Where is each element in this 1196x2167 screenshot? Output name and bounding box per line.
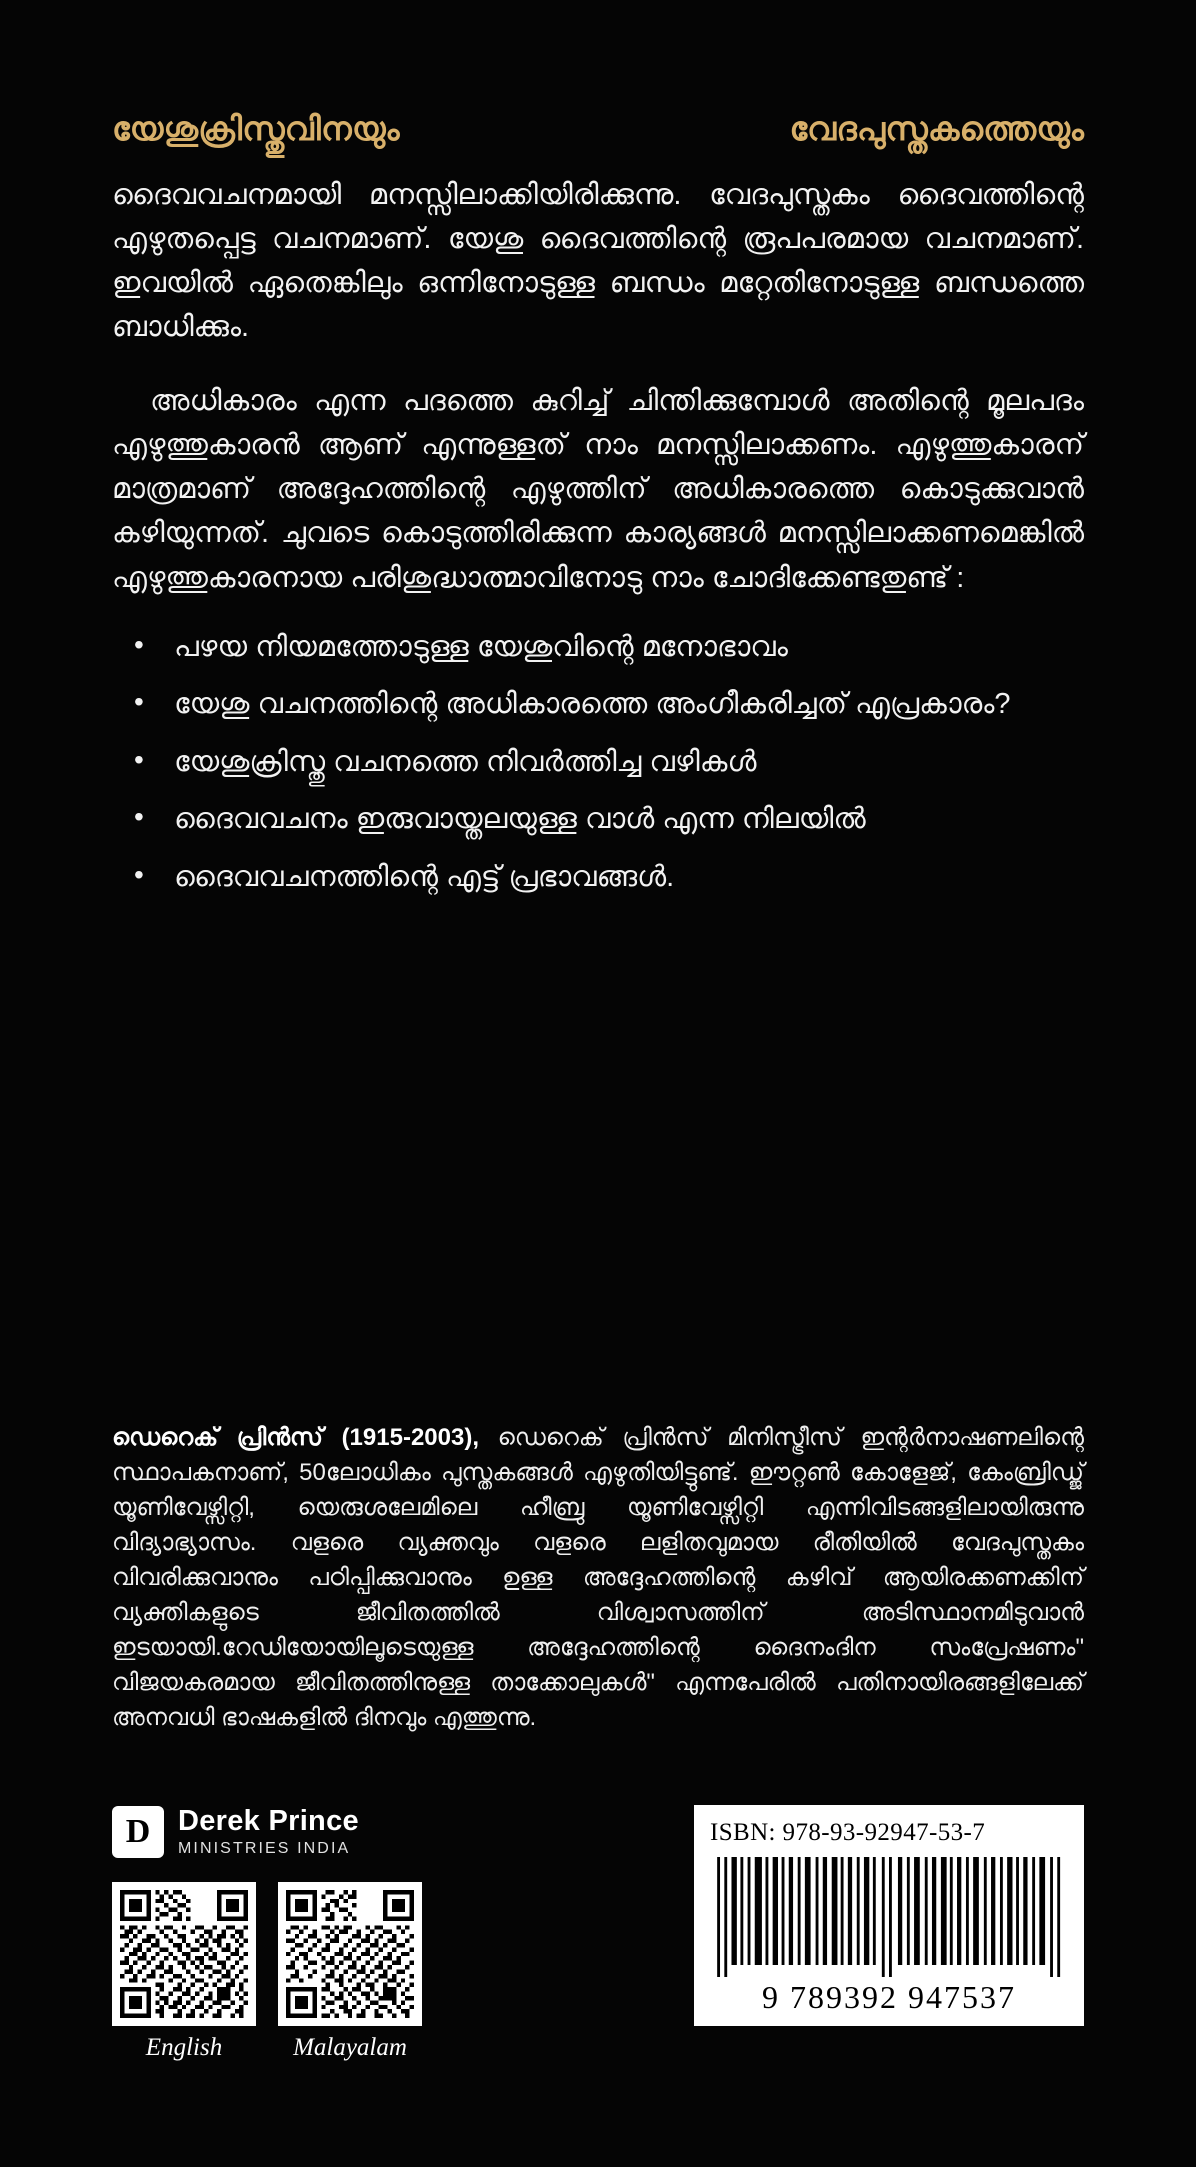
body-paragraph-2: അധികാരം എന്ന പദത്തെ കുറിച്ച് ചിന്തിക്കുമ്പോൾ അതിന്റെ മൂലപദം എഴുത്തുകാരൻ ആണ് എന്നുള്ളത് നാം മനസ്സിലാക്കണം. എഴുത്തുകാരന് മാത്രമാണ് അദ്ദേഹത്തിന്റെ എഴുത്തിന് അധികാരത്തെ കൊടുക്കുവാൻ കഴിയുന്നത്. ചുവടെ കൊടുത്തിരിക്കുന്ന കാര്യങ്ങൾ മനസ്സിലാക്കണമെങ്കിൽ എഴുത്തുകാരനായ പരിശുദ്ധാത്മാവിനോടു നാം ചോദിക്കേണ്ടതുണ്ട് : (112, 385, 1084, 594)
qr-code-malayalam[interactable] (278, 1882, 422, 2062)
footer-area (112, 1805, 1084, 2105)
qr-code-icon[interactable] (112, 1882, 256, 2026)
isbn-barcode-block (694, 1805, 1084, 2026)
author-name: ഡെറെക് പ്രിൻസ് (1915-2003), (112, 1424, 479, 1451)
author-bio-text: ഡെറെക് പ്രിൻസ് മിനിസ്ട്രീസ് ഇന്റർനാഷണലിന്റെ സ്ഥാപകനാണ്, 50ലോധികം പുസ്തകങ്ങൾ എഴുതിയിട്ടുണ്ട്. ഈറ്റൺ കോളേജ്, കേംബ്രിഡ്ജ് യൂണിവേഴ്സിറ്റി, യെരുശലേമിലെ ഹീബ്രു യൂണിവേഴ്സിറ്റി എന്നിവിടങ്ങളിലായിരുന്നു വിദ്യാഭ്യാസം. വളരെ വ്യക്തവും വളരെ ലളിതവുമായ രീതിയിൽ വേദപുസ്തകം വിവരിക്കുവാനും പഠിപ്പിക്കുവാനും ഉള്ള അദ്ദേഹത്തിന്റെ കഴിവ് ആയിരക്കണക്കിന് വ്യക്തികളുടെ ജീവിതത്തിൽ വിശ്വാസത്തിന് അടിസ്ഥാനമിടുവാൻ ഇടയായി.റേഡിയോയിലൂടെയുള്ള അദ്ദേഹത്തിന്റെ ദൈനംദിന സംപ്രേഷണം" വിജയകരമായ ജീവിതത്തിനുള്ള താക്കോലുകൾ" എന്നപേരിൽ പതിനായിരങ്ങളിലേക്ക് അനവധി ഭാഷകളിൽ ദിനവും എത്തുന്നു. (112, 1424, 1084, 1732)
qr-code-icon[interactable] (278, 1882, 422, 2026)
qr-code-row (112, 1882, 442, 2062)
publisher-subtitle: MINISTRIES INDIA (178, 1840, 351, 1858)
list-item: • പഴയ നിയമത്തോടുള്ള യേശുവിന്റെ മനോഭാവം (112, 626, 1084, 670)
author-bio (112, 1420, 1084, 1735)
title-left: യേശുക്രിസ്തുവിനയും (112, 110, 400, 147)
barcode-digits: 9 789392 947537 (762, 1979, 1016, 2015)
isbn-label: ISBN: 978-93-92947-53-7 (710, 1819, 986, 1846)
list-item: • യേശു വചനത്തിന്റെ അധികാരത്തെ അംഗീകരിച്ചത് എപ്രകാരം? (112, 683, 1084, 727)
list-item: • ദൈവവചനം ഇരുവായ്തലയുള്ള വാൾ എന്ന നിലയിൽ (112, 798, 1084, 842)
title-right: വേദപുസ്തകത്തെയും (789, 110, 1084, 147)
publisher-block (112, 1805, 442, 2062)
publisher-name: Derek Prince (178, 1805, 359, 1837)
publisher-logo (112, 1805, 442, 1858)
list-item: • യേശുക്രിസ്തു വചനത്തെ നിവർത്തിച്ച വഴികൾ (112, 741, 1084, 785)
list-item: • ദൈവവചനത്തിന്റെ എട്ട് പ്രഭാവങ്ങൾ. (112, 856, 1084, 900)
qr-caption-malayalam: Malayalam (293, 2034, 407, 2062)
derek-prince-logo-icon: D (112, 1806, 164, 1858)
qr-caption-english: English (145, 2034, 223, 2062)
qr-code-english[interactable] (112, 1882, 256, 2062)
qr-malayalam-svg (286, 1890, 414, 2018)
barcode-icon (710, 1857, 1068, 1977)
page-title (112, 108, 1084, 151)
body-paragraph-1: ദൈവവചനമായി മനസ്സിലാക്കിയിരിക്കുന്നു. വേദപുസ്തകം ദൈവത്തിന്റെ എഴുതപ്പെട്ട വചനമാണ്. യേശു ദൈവത്തിന്റെ രൂപപരമായ വചനമാണ്. ഇവയിൽ ഏതെങ്കിലും ഒന്നിനോടുള്ള ബന്ധം മറ്റേതിനോടുള്ള ബന്ധത്തെ ബാധിക്കും. (112, 178, 1084, 344)
qr-english-svg (120, 1890, 248, 2018)
topic-list (112, 626, 1084, 900)
